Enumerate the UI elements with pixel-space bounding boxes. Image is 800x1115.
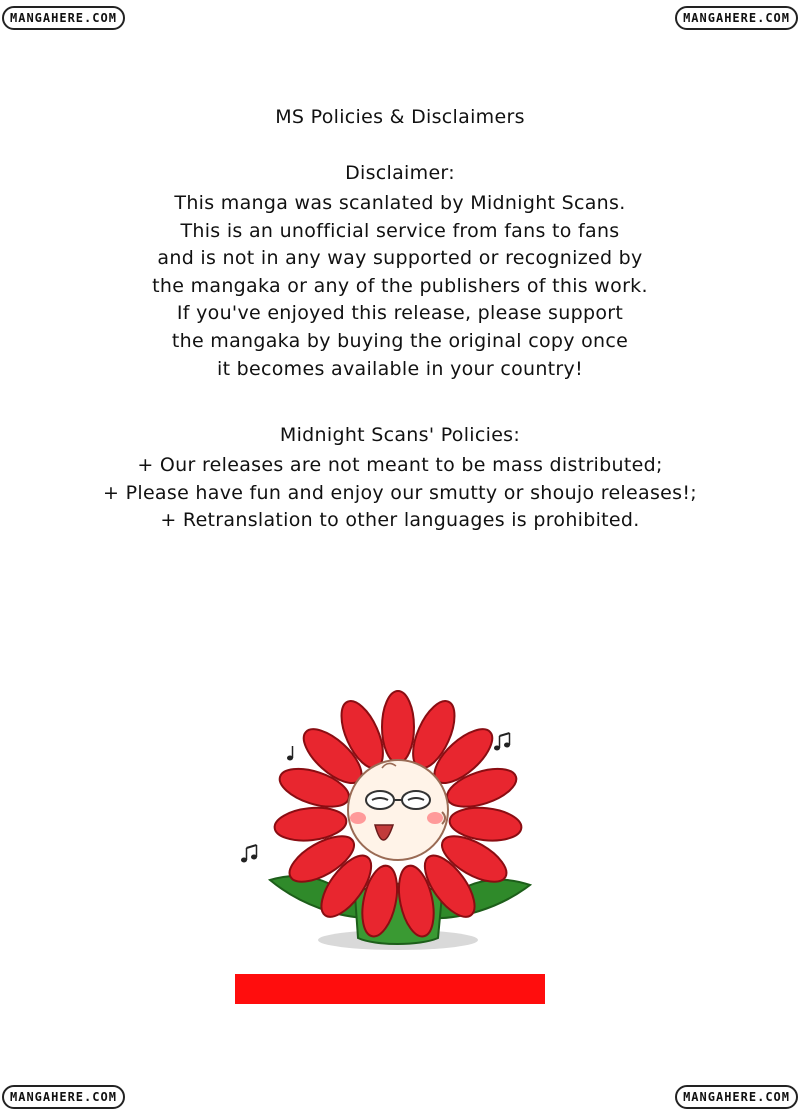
disclaimer-text (0, 190, 800, 383)
policies-list (0, 452, 800, 535)
face (348, 760, 448, 860)
policy-item: + Retranslation to other languages is prohibited. (160, 509, 640, 532)
watermark-bottom-right: MANGAHERE.COM (675, 1085, 798, 1109)
disclaimer-line: it becomes available in your country! (216, 357, 584, 380)
red-bar (235, 974, 545, 1004)
disclaimer-line: and is not in any way supported or recognized by (157, 247, 643, 270)
page-title: MS Policies & Disclaimers (275, 106, 525, 128)
disclaimer-line: This manga was scanlated by Midnight Scans. (174, 192, 626, 214)
disclaimer-line: This is an unofficial service from fans to fans (180, 219, 620, 242)
policy-item: + Please have fun and enjoy our smutty or shoujo releases!; (103, 481, 697, 504)
policy-item: + Our releases are not meant to be mass distributed; (137, 454, 663, 476)
disclaimer-heading: Disclaimer: (345, 162, 455, 184)
policies-heading: Midnight Scans' Policies: (279, 424, 521, 446)
disclaimer-line: If you've enjoyed this release, please support (176, 302, 624, 325)
watermark-top-right: MANGAHERE.COM (675, 6, 798, 30)
flower-mascot-illustration (230, 690, 560, 960)
disclaimer-line: the mangaka by buying the original copy once (171, 329, 629, 352)
disclaimer-line: the mangaka or any of the publishers of this work. (152, 274, 648, 297)
watermark-bottom-left: MANGAHERE.COM (2, 1085, 125, 1109)
watermark-top-left: MANGAHERE.COM (2, 6, 125, 30)
